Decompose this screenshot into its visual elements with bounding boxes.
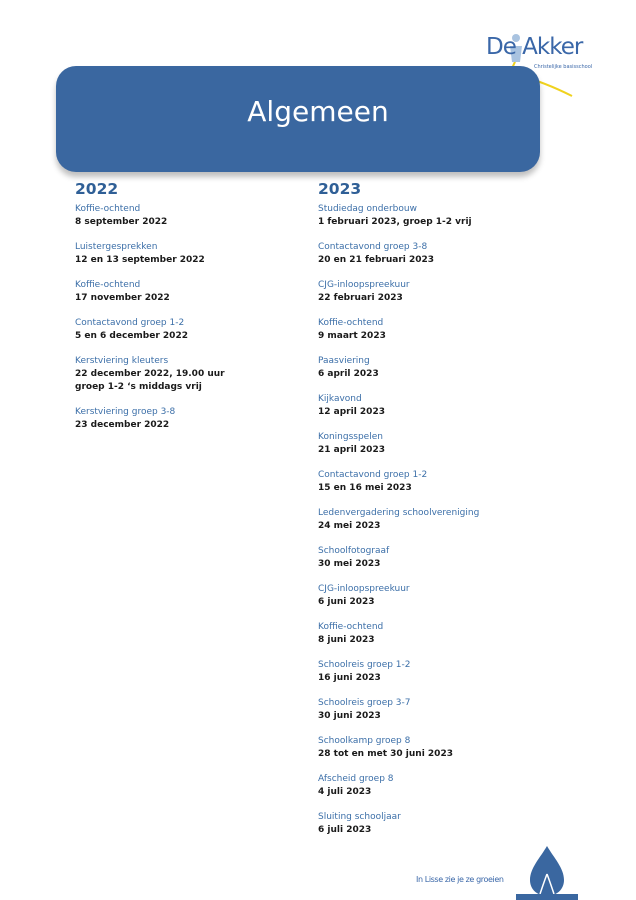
footer-tagline: In Lisse zie je ze groeien [416,875,504,884]
event-date: 23 december 2022 [75,420,170,430]
event-title: Contactavond groep 3-8 [318,242,428,252]
event-date: 4 juli 2023 [318,787,372,797]
event-title: Contactavond groep 1-2 [318,470,428,480]
event-item [75,241,295,267]
event-date: 22 december 2022, 19.00 uur [75,369,225,379]
event-item [318,317,578,343]
event-date: 8 juni 2023 [318,635,375,645]
event-title: Studiedag onderbouw [318,204,417,214]
event-date: 30 mei 2023 [318,559,381,569]
event-title: Koffie-ochtend [318,622,384,632]
event-item [318,393,578,419]
event-title: Contactavond groep 1-2 [75,318,185,328]
event-title: Koffie-ochtend [75,204,141,214]
event-date: 6 juni 2023 [318,597,375,607]
event-title: CJG-inloopspreekuur [318,280,410,290]
event-item [75,406,295,432]
event-date: 30 juni 2023 [318,711,381,721]
event-date: 21 april 2023 [318,445,385,455]
event-item [318,773,578,799]
event-item [75,203,295,229]
event-date: 24 mei 2023 [318,521,381,531]
event-title: Kijkavond [318,394,362,404]
event-title: Sluiting schooljaar [318,812,401,822]
event-item [318,811,578,837]
year-column-2023 [318,180,578,849]
event-title: Koningsspelen [318,432,383,442]
event-date: 8 september 2022 [75,217,168,227]
event-date: 20 en 21 februari 2023 [318,255,435,265]
logo-subtitle: Christelijke basisschool [534,64,593,70]
water-drop-icon [516,844,578,900]
event-date: 9 maart 2023 [318,331,386,341]
event-title: Koffie-ochtend [75,280,141,290]
event-item [318,697,578,723]
logo-name: De Akker [486,34,583,60]
year-heading: 2022 [75,180,119,198]
event-title: Ledenvergadering schoolvereniging [318,508,480,518]
event-date: 17 november 2022 [75,293,170,303]
event-item [318,659,578,685]
event-note: groep 1-2 ‘s middags vrij [75,382,202,392]
event-item [75,317,295,343]
event-date: 22 februari 2023 [318,293,403,303]
event-date: 12 april 2023 [318,407,385,417]
event-date: 1 februari 2023, groep 1-2 vrij [318,217,472,227]
event-date: 12 en 13 september 2022 [75,255,205,265]
event-title: Paasviering [318,356,370,366]
event-date: 6 april 2023 [318,369,379,379]
event-date: 6 juli 2023 [318,825,372,835]
event-title: Schoolreis groep 1-2 [318,660,411,670]
event-title: Kerstviering kleuters [75,356,169,366]
event-title: Schoolkamp groep 8 [318,736,411,746]
page-title: Algemeen [247,95,389,128]
event-date: 15 en 16 mei 2023 [318,483,412,493]
event-title: Koffie-ochtend [318,318,384,328]
event-item [318,621,578,647]
year-column-2022 [75,180,295,444]
event-title: Luistergesprekken [75,242,158,252]
event-item [75,355,295,394]
event-title: Afscheid groep 8 [318,774,394,784]
event-item [318,241,578,267]
event-item [318,469,578,495]
event-item [318,203,578,229]
event-date: 5 en 6 december 2022 [75,331,188,341]
event-item [318,735,578,761]
event-title: Schoolreis groep 3-7 [318,698,411,708]
event-date: 16 juni 2023 [318,673,381,683]
event-item [318,583,578,609]
event-item [318,507,578,533]
event-title: Schoolfotograaf [318,546,390,556]
event-item [75,279,295,305]
event-title: CJG-inloopspreekuur [318,584,410,594]
event-item [318,279,578,305]
year-heading: 2023 [318,180,362,198]
event-date: 28 tot en met 30 juni 2023 [318,749,453,759]
event-title: Kerstviering groep 3-8 [75,407,176,417]
event-item [318,431,578,457]
event-item [318,545,578,571]
event-item [318,355,578,381]
